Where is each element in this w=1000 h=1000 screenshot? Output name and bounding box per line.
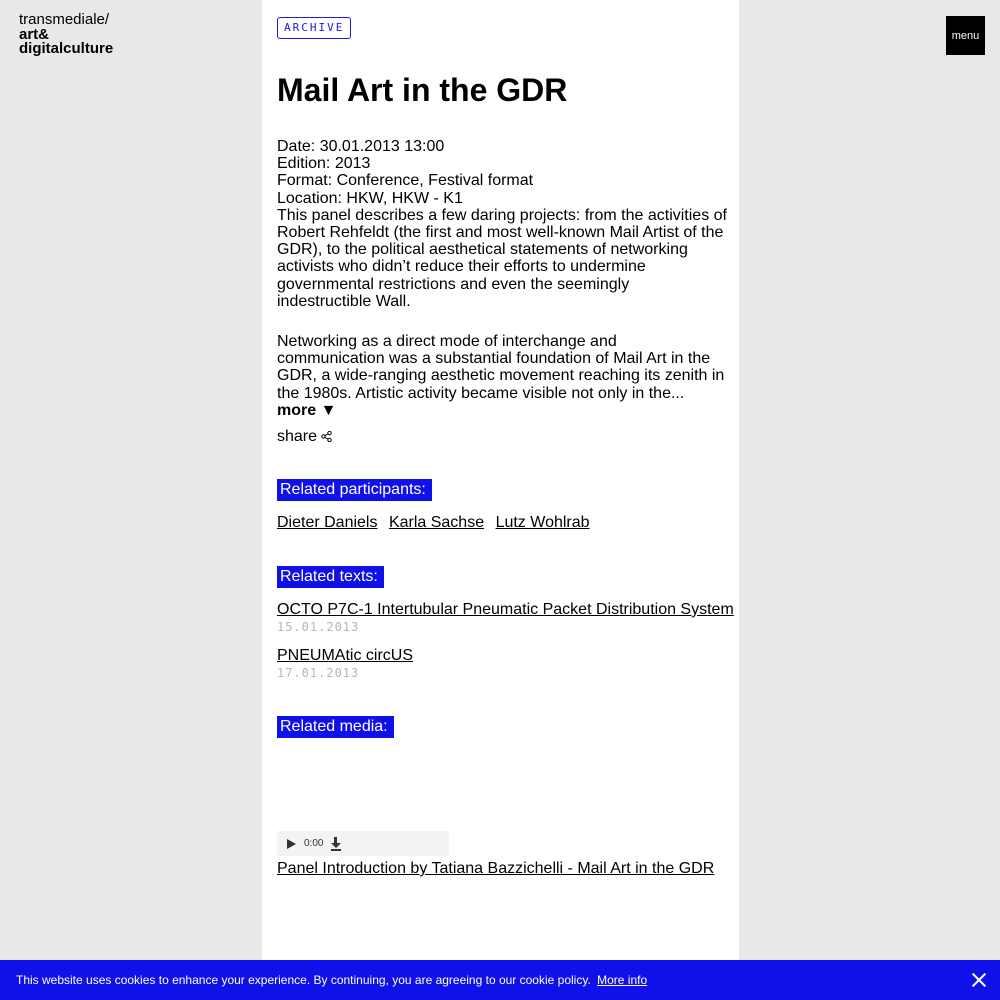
logo-line-1: transmediale/ [19,11,110,28]
share-label: share [277,428,318,445]
cookie-banner [0,960,1000,1000]
audio-player [277,831,449,856]
event-format: Format: Conference, Festival format [277,172,534,190]
play-icon[interactable] [287,839,296,849]
event-details [277,138,727,419]
archive-tag[interactable]: ARCHIVE [277,17,351,39]
related-text-date: 17.01.2013 [277,666,360,680]
related-texts-label: Related texts: [277,566,384,588]
event-location: Location: HKW, HKW - K1 [277,189,463,207]
cookie-message [16,973,647,987]
close-icon[interactable] [972,973,986,987]
related-text-item [277,601,734,634]
event-description: This panel describes a few daring projects: from the activities of Robert Rehfeldt (the first and most well-known Mail Artist of the GDR), to the political aesthetical statements of networking activists who didn’t reduce their efforts to undermine governmental restrictions and even the seemingly indestructible Wall. [277,206,727,310]
related-text-item [277,647,413,680]
logo-line-3: digitalculture [19,40,114,57]
page-title: Mail Art in the GDR [277,72,568,108]
cookie-text: This website uses cookies to enhance your experience. By continuing, you are agreeing to our cookie policy. [16,973,591,987]
participant-link[interactable]: Karla Sachse [388,514,485,531]
media-link[interactable]: Panel Introduction by Tatiana Bazzichelli - Mail Art in the GDR [277,860,715,877]
menu-button[interactable]: menu [946,16,985,55]
share-button[interactable] [277,428,332,446]
cookie-more-info-link[interactable]: More info [597,973,648,987]
related-text-link[interactable]: PNEUMAtic circUS [277,647,414,664]
related-text-date: 15.01.2013 [277,620,360,634]
participant-link[interactable]: Lutz Wohlrab [495,514,590,531]
participants-list [277,514,597,532]
main-content [262,0,739,960]
download-icon[interactable] [329,837,343,851]
logo-line-2: art& [19,25,50,43]
player-time: 0:00 [304,838,324,849]
event-edition: Edition: 2013 [277,155,371,173]
event-date: Date: 30.01.2013 13:00 [277,138,445,155]
event-excerpt: Networking as a direct mode of interchange and communication was a substantial foundation of Mail Art in the GDR, a wide-ranging aesthetic movement reaching its zenith in the 1980s. Artistic activity became visible not only in the... [277,333,725,402]
paragraph-gap [277,310,727,333]
related-participants-label: Related participants: [277,479,432,501]
site-logo[interactable] [19,13,113,57]
more-button[interactable]: more ▼ [277,401,337,419]
participant-link[interactable]: Dieter Daniels [277,514,378,531]
related-text-link[interactable]: OCTO P7C-1 Intertubular Pneumatic Packet Distribution System [277,601,734,618]
related-media-label: Related media: [277,716,394,738]
share-icon [321,431,332,442]
